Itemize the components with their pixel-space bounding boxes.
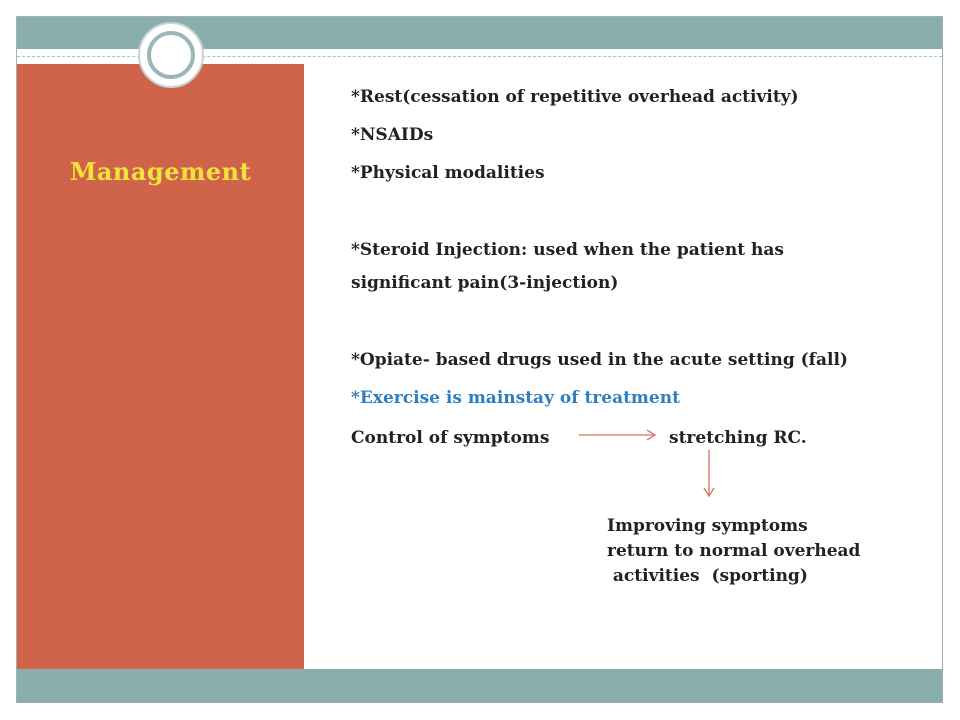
bullet-rest: *Rest(cessation of repetitive overhead activity): [351, 87, 799, 107]
bullet-steroid-line1: *Steroid Injection: used when the patient has: [351, 240, 784, 260]
bullet-steroid-line2: significant pain(3-injection): [351, 273, 619, 293]
arrow-down-icon: [704, 450, 714, 496]
arrows-layer: [17, 17, 944, 704]
section-title: Management: [69, 157, 252, 186]
flow-improving-line3: activities (sporting): [607, 566, 808, 586]
bullet-exercise: *Exercise is mainstay of treatment: [351, 388, 680, 408]
arrow-right-icon: [579, 430, 655, 440]
flow-improving-line1: Improving symptoms: [607, 516, 808, 536]
bullet-physical-modalities: *Physical modalities: [351, 163, 545, 183]
slide: [16, 16, 943, 703]
bullet-nsaids: *NSAIDs: [351, 125, 434, 145]
flow-control-symptoms: Control of symptoms: [351, 428, 550, 448]
flow-stretching: stretching RC.: [669, 428, 807, 448]
bullet-opiate: *Opiate- based drugs used in the acute setting (fall): [351, 350, 848, 370]
flow-improving-line2: return to normal overhead: [607, 541, 861, 561]
